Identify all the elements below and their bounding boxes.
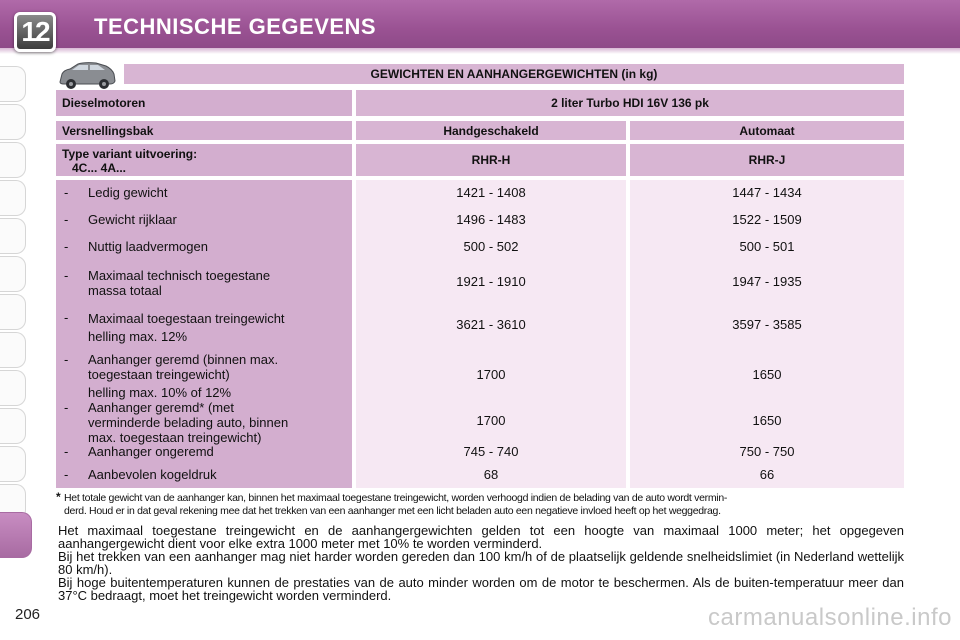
side-tab[interactable] [0,332,26,368]
engine-value: 2 liter Turbo HDI 16V 136 pk [356,90,904,116]
table-cell-auto: 3597 - 3585 [732,317,802,332]
side-tab-active[interactable] [0,512,32,558]
side-tab[interactable] [0,294,26,330]
body-text [58,524,904,602]
car-icon [56,60,118,90]
table-cell-manual: 500 - 502 [463,239,519,254]
side-tab[interactable] [0,104,26,140]
side-tabs [0,62,30,577]
gearbox-auto: Automaat [630,121,904,140]
side-tab[interactable] [0,180,26,216]
side-tab[interactable] [0,370,26,406]
table-cell-auto: 500 - 501 [739,239,795,254]
side-tab[interactable] [0,66,26,102]
variant-manual: RHR-H [356,144,626,176]
table-cell-auto: 1650 [752,413,782,428]
table-cell-manual: 1700 [476,413,506,428]
body-paragraph: Bij het trekken van een aanhanger mag niet harder worden gereden dan 100 km/h of de plaatselijk geldende snelheidslimiet (in Nederland wettelijk 80 km/h). [58,549,904,577]
gearbox-label: Versnellingsbak [56,121,352,140]
table-cell-manual: 1421 - 1408 [456,185,526,200]
table-cell-manual: 1921 - 1910 [456,274,526,289]
table-cell-auto: 1947 - 1935 [732,274,802,289]
table-cell-manual: 1700 [476,367,506,382]
page-number: 206 [15,606,41,623]
side-tab[interactable] [0,256,26,292]
table-cell-manual: 1496 - 1483 [456,212,526,227]
header-shadow [0,48,960,54]
chapter-badge: 12 [14,12,56,52]
table-cell-auto: 66 [759,467,775,482]
watermark: carmanualsonline.info [708,604,952,631]
table-cell-manual: 68 [483,467,499,482]
gearbox-manual: Handgeschakeld [356,121,626,140]
page-title: TECHNISCHE GEGEVENS [94,14,377,39]
side-tab[interactable] [0,218,26,254]
table-cell-manual: 745 - 740 [463,444,519,459]
table-title: GEWICHTEN EN AANHANGERGEWICHTEN (in kg) [124,64,904,84]
table-cell-auto: 750 - 750 [739,444,795,459]
body-paragraph: Bij hoge buitentemperaturen kunnen de prestaties van de auto minder worden om de motor te beschermen. Als de buiten-temperatuur meer dan 37°C bedraagt, moet het treingewicht worden verminderd. [58,575,904,603]
table-cell-auto: 1522 - 1509 [732,212,802,227]
body-paragraph: Het maximaal toegestane treingewicht en de aanhangergewichten gelden tot een hoogte van maximaal 1000 meter; het opgegeven aanhangergewicht dient voor elke extra 1000 meter met 10% te worden verminderd. [58,523,904,551]
footnote: * Het totale gewicht van de aanhanger kan, binnen het maximaal toegestane treingewicht, worden verhoogd indien de belading van de auto wordt vermin- derd. Houd er in dat geval rekening mee dat het trekken van een aanhanger met een licht beladen auto een negatieve invloed heeft op het weggedrag. [56,490,728,517]
variant-auto: RHR-J [630,144,904,176]
variant-label: Type variant uitvoering: 4C... 4A... [56,144,352,176]
table-cell-auto: 1650 [752,367,782,382]
table-cell-manual: 3621 - 3610 [456,317,526,332]
side-tab[interactable] [0,408,26,444]
table-cell-auto: 1447 - 1434 [732,185,802,200]
side-tab[interactable] [0,446,26,482]
side-tab[interactable] [0,142,26,178]
engine-label: Dieselmotoren [56,90,352,116]
